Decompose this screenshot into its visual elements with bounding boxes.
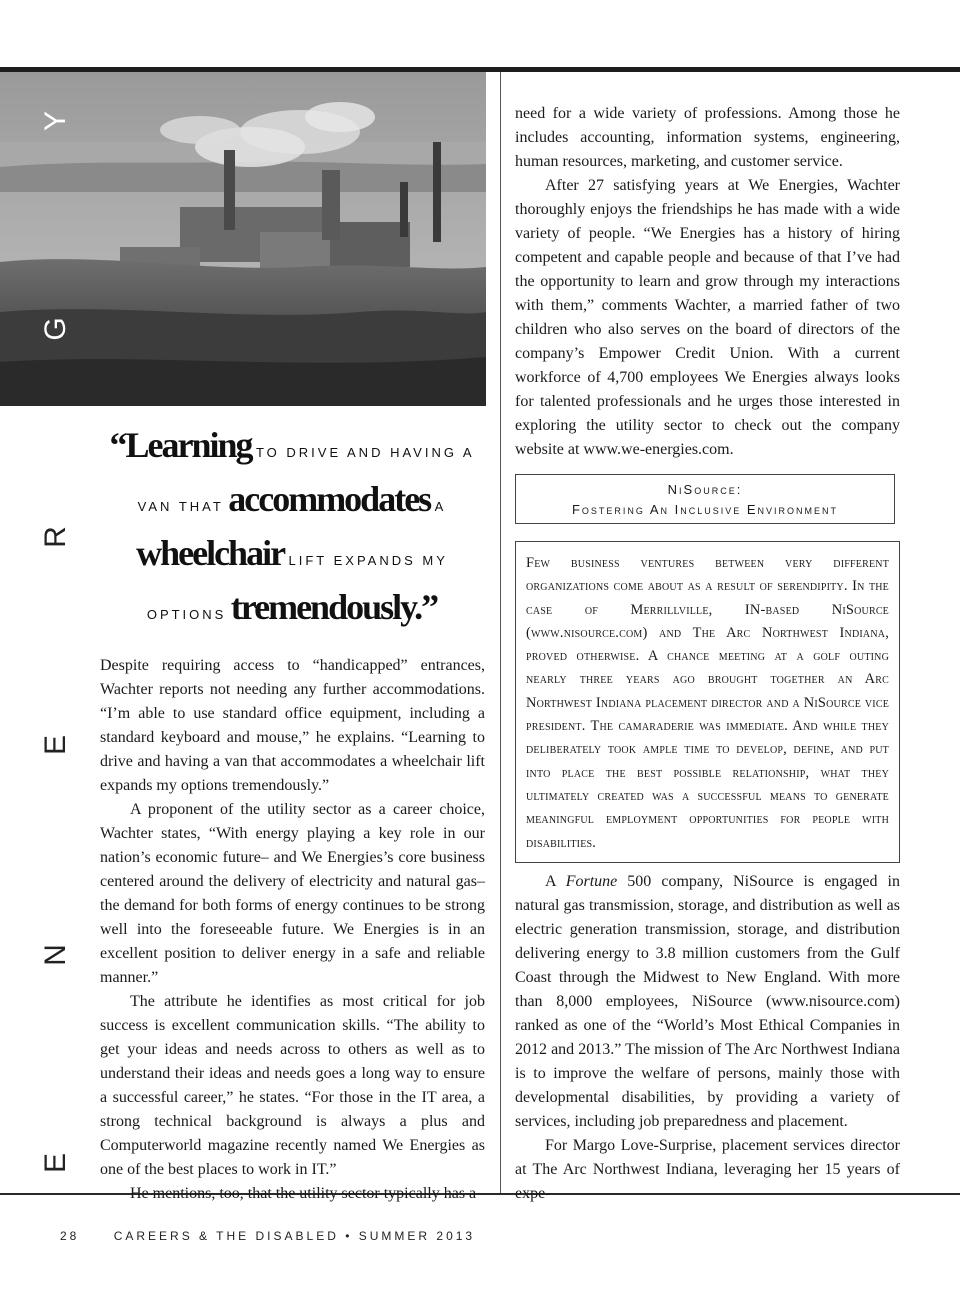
paragraph: He mentions, too, that the utility sector typically has a	[130, 1185, 477, 1202]
vertical-letter: R	[39, 526, 72, 548]
pull-quote-word: tremendously.”	[230, 587, 438, 627]
pull-quote-text: A	[434, 499, 447, 514]
pull-quote-text: VAN THAT	[137, 499, 224, 514]
text-run: A	[545, 873, 566, 890]
pull-quote-word: wheelchair	[136, 533, 285, 573]
paragraph: After 27 satisfying years at We Energies, Wachter thoroughly enjoys the friendships he has made with a wide variety of people. “We Energies has a history of hiring competent and capable people and because of that I’ve had the opportunity to learn and grow through my interactions with them,” comments Wachter, a married father of two children who also serves on the board of directors of the company’s Empower Credit Union. With a current workforce of 4,700 employees We Energies always looks for talented professionals and he urges those interested in exploring the utility sector to check out the company website at www.we-energies.com.	[515, 177, 900, 458]
page-number: 28	[60, 1229, 80, 1243]
intro-paragraph: Few business ventures between very different organizations come about as a result of serendipity. In the case of Merrillville, IN-based NiSource (www.nisource.com) and The Arc Northwest Indiana, proved otherwise. A chance meeting at a golf outing nearly three years ago brought together an Arc Northwest Indiana placement director and a NiSource vice president. The camaraderie was immediate. And while they deliberately took ample time to develop, define, and put into place the best possible relationship, what they ultimately created was a successful means to generate meaningful employment opportunities for people with disabilities.	[526, 555, 889, 851]
pull-quote-text: OPTIONS	[146, 607, 227, 622]
vertical-letter: E	[39, 735, 72, 756]
pull-quote-text: LIFT EXPANDS MY	[288, 553, 448, 568]
paragraph: For Margo Love-Surprise, placement services director at The Arc Northwest Indiana, leveraging her 15 years of expe-	[515, 1137, 900, 1202]
left-column-text	[100, 654, 485, 1206]
page-footer	[60, 1229, 475, 1243]
vertical-letter: N	[39, 944, 72, 966]
paragraph	[515, 870, 900, 1134]
pull-quote-text: TO DRIVE AND HAVING A	[255, 445, 475, 460]
vertical-letter: G	[39, 317, 72, 341]
intro-box	[515, 541, 900, 863]
pull-quote-word: accommodates	[228, 479, 431, 519]
section-heading-box	[515, 474, 895, 524]
italic-text: Fortune	[565, 873, 618, 890]
paragraph: need for a wide variety of professions. Among those he includes accounting, information systems, engineering, human resources, marketing, and customer service.	[515, 105, 900, 170]
right-column-lower-text	[515, 870, 900, 1206]
text-run: 500 company, NiSource is engaged in natural gas transmission, storage, and distribution as well as electric generation transmission, storage, and distribution delivering energy to 3.8 million customers from the Gulf Coast through the Midwest to New England. With more than 8,000 employees, NiSource (www.nisource.com) ranked as one of the “World’s Most Ethical Companies in 2012 and 2013.” The mission of The Arc Northwest Indiana is to improve the welfare of persons, mainly those with developmental disabilities, by providing a variety of services, including job preparedness and placement.	[515, 873, 900, 1130]
vertical-title	[36, 72, 76, 1193]
paragraph: The attribute he identifies as most critical for job success is excellent communication skills. “The ability to get your ideas and needs across to others as well as to understand their ideas and needs goes a long way to ensure a successful career,” he states. “For those in the IT area, a strong technical background is always a plus and Computerworld magazine recently named We Energies as one of the best places to work in IT.”	[100, 993, 485, 1178]
pull-quote	[96, 422, 488, 638]
vertical-letter: Y	[39, 111, 72, 132]
publication-title: CAREERS & THE DISABLED • SUMMER 2013	[113, 1229, 476, 1243]
pull-quote-word: “Learning	[109, 425, 252, 465]
section-heading-title: NiSource:	[667, 482, 743, 497]
paragraph: Despite requiring access to “handicapped” entrances, Wachter reports not needing any further accommodations. “I’m able to use standard office equipment, including a standard keyboard and mouse,” he explains. “Learning to drive and having a van that accommodates a wheelchair lift expands my options tremendously.”	[100, 657, 485, 794]
column-divider	[500, 72, 501, 1193]
right-column-text	[515, 102, 900, 462]
paragraph: A proponent of the utility sector as a career choice, Wachter states, “With energy playing a key role in our nation’s economic future– and We Energies’s core business centered around the delivery of electricity and natural gas– the demand for both forms of energy continues to be strong well into the foreseeable future. We Energies is in an excellent position to deliver energy in a safe and reliable manner.”	[100, 801, 485, 986]
vertical-letter: E	[39, 1153, 72, 1174]
section-heading-subtitle: Fostering An Inclusive Environment	[571, 502, 839, 517]
